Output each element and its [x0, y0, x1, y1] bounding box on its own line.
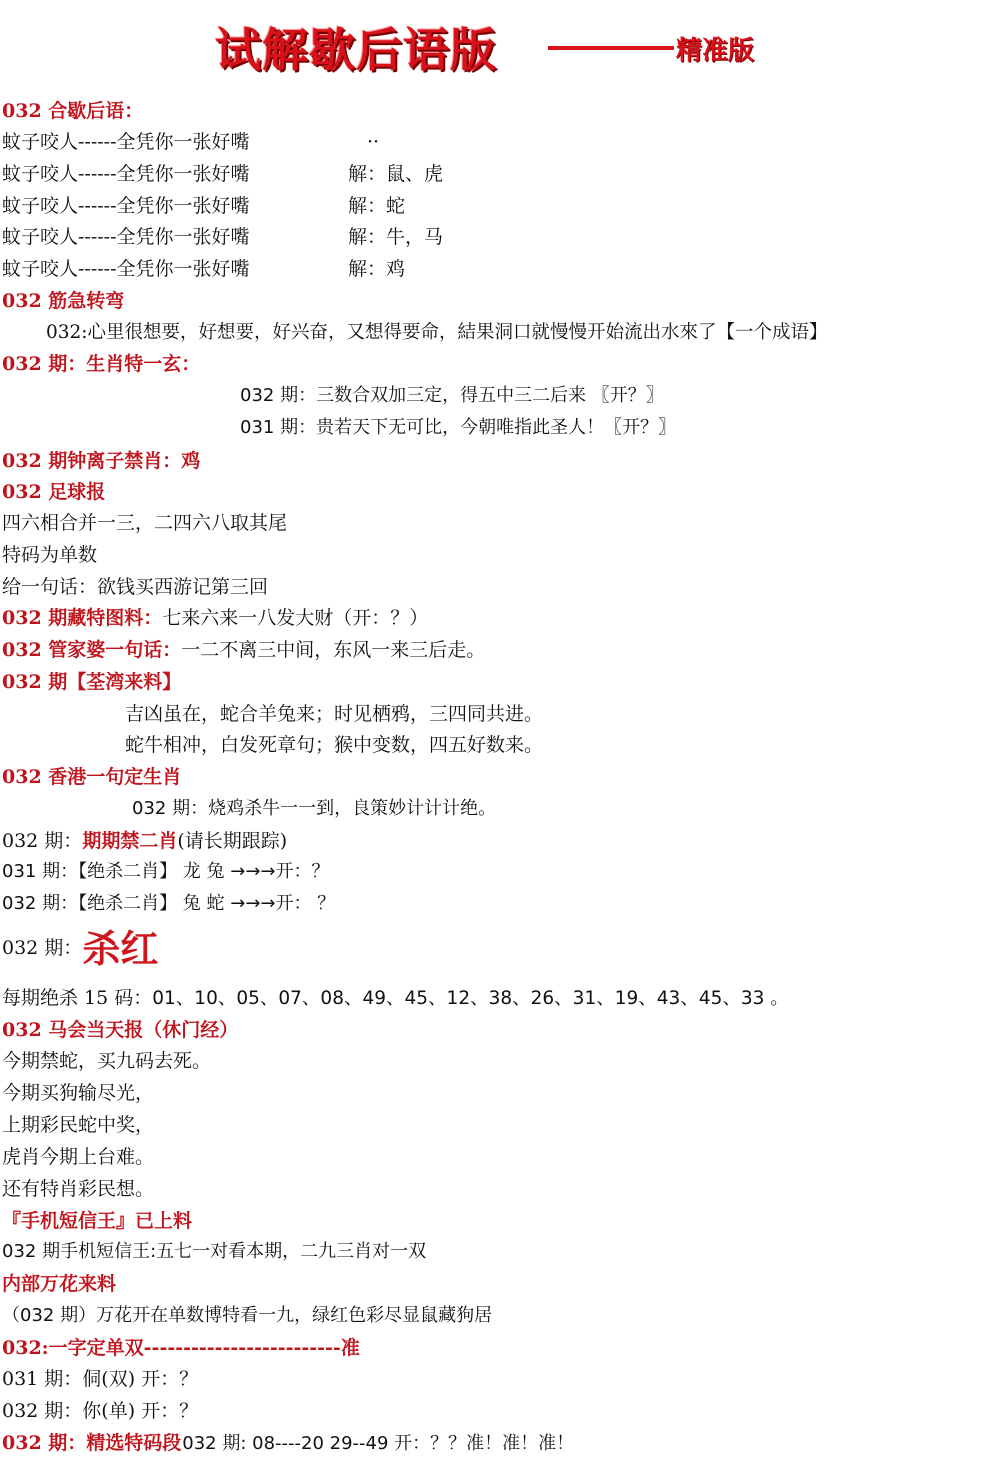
jockey-line: 上期彩民蛇中奖，	[2, 1114, 155, 1136]
banner-title: 试解歇后语版	[215, 23, 497, 77]
banned-two-label: 期期禁二肖	[82, 830, 178, 852]
kill-numbers-line	[2, 986, 789, 1011]
riddle-text: 蚊子咬人------全凭你一张好嘴	[2, 163, 250, 185]
kill-numbers-values: 01、10、05、07、08、49、45、12、38、26、31、19、43、45、33 。	[152, 988, 789, 1009]
riddle-line	[2, 162, 444, 186]
riddle-answer: 解：鼠、虎	[348, 163, 444, 185]
period-label: 032 期：	[2, 830, 83, 852]
hidden-picture-label: 032 期藏特图料：	[2, 607, 163, 629]
housekeeper-label: 032 管家婆一句话：	[2, 639, 182, 661]
riddle-text: 蚊子咬人------全凭你一张好嘴	[2, 258, 250, 280]
jockey-line: 今期禁蛇，买九码去死。	[2, 1050, 212, 1072]
riddle-line	[2, 225, 444, 249]
zodiac-riddle-032: 032 期：三数合双加三定，得五中三二后来 〖开？〗	[240, 385, 664, 406]
jockey-line: 虎肖今期上台难。	[2, 1146, 155, 1168]
heading-wanhua: 内部万花来料	[2, 1273, 117, 1295]
football-line: 四六相合并一三，二四六八取其尾	[2, 512, 288, 534]
heading-brain-teaser: 032 筋急转弯	[2, 290, 125, 312]
riddle-answer: 解：鸡	[348, 258, 406, 280]
heading-football-report: 032 足球报	[2, 481, 106, 503]
kill-two-032: 032 期：【绝杀二肖】 兔 蛇 →→→开： ？	[2, 893, 336, 914]
period-label: 032 期：	[2, 937, 83, 959]
sms-king-text: 032 期手机短信王:五七一对看本期，二九三肖对一双	[2, 1241, 427, 1262]
brain-teaser-text: 032:心里很想要，好想要，好兴奋，又想得要命，結果洞口就慢慢开始流出水來了【一个成语】	[46, 322, 828, 343]
zodiac-riddle-031: 031 期：贵若天下无可比，今朝唯指此圣人！〖开？〗	[240, 417, 677, 438]
heading-xiehouyu: 032 合歇后语：	[2, 100, 144, 122]
heading-jockey-club: 032 马会当天报（休门经）	[2, 1019, 239, 1041]
banned-two-note: (请长期跟踪)	[177, 830, 288, 852]
tsuen-wan-verse: 蛇牛相冲，白发死章句；猴中变数，四五好数来。	[125, 734, 544, 756]
riddle-text: 蚊子咬人------全凭你一张好嘴	[2, 226, 250, 248]
kill-red-title: 杀红	[82, 926, 159, 971]
housekeeper-text: 一二不离三中间，东风一来三后走。	[181, 639, 486, 661]
football-line: 给一句话：欲钱买西游记第三回	[2, 576, 269, 598]
kill-numbers-label: 每期绝杀 15 码：	[2, 987, 153, 1009]
heading-odd-even: 032:一字定单双-------------------------准	[2, 1337, 360, 1359]
riddle-text: 蚊子咬人------全凭你一张好嘴	[2, 131, 250, 153]
odd-even-031: 031 期：侗(双) 开：？	[2, 1368, 199, 1390]
football-line: 特码为单数	[2, 544, 98, 566]
riddle-answer: ··	[367, 131, 380, 153]
riddle-answer: 解：牛，马	[348, 226, 444, 248]
heading-zodiac-riddle: 032 期：生肖特一玄：	[2, 353, 201, 375]
heading-tsuen-wan: 032 期【荃湾来料】	[2, 671, 182, 693]
jockey-line: 今期买狗输尽光，	[2, 1082, 155, 1104]
riddle-text: 蚊子咬人------全凭你一张好嘴	[2, 195, 250, 217]
riddle-line	[2, 130, 380, 154]
odd-even-032: 032 期：你(单) 开：？	[2, 1400, 199, 1422]
riddle-answer: 解：蛇	[348, 195, 406, 217]
housekeeper-line	[2, 638, 485, 662]
special-range-line	[2, 1431, 574, 1456]
kill-red-line	[2, 926, 159, 971]
jockey-line: 还有特肖彩民想。	[2, 1178, 155, 1200]
riddle-line	[2, 194, 406, 218]
hk-zodiac-text: 032 期：烧鸡杀牛一一到，良策妙计计计绝。	[132, 798, 497, 819]
special-range-text: 032 期: 08----20 29--49 开：？？准！准！准！	[182, 1433, 575, 1454]
banner-subtitle: 精准版	[676, 36, 755, 66]
hidden-picture-text: 七来六来一八发大财（开：？）	[162, 607, 429, 629]
hidden-picture-line	[2, 606, 428, 630]
heading-sms-king: 『手机短信王』已上料	[2, 1210, 193, 1232]
heading-banned-zodiac: 032 期钟离子禁肖：鸡	[2, 450, 201, 472]
heading-hk-zodiac: 032 香港一句定生肖	[2, 766, 182, 788]
special-range-label: 032 期：精选特码段	[2, 1432, 182, 1454]
tsuen-wan-verse: 吉凶虽在，蛇合羊兔来；时见栖鸦，三四同共进。	[125, 703, 544, 725]
title-banner	[0, 0, 988, 82]
riddle-line	[2, 257, 406, 281]
banned-two-line	[2, 829, 287, 853]
kill-two-031: 031 期：【绝杀二肖】 龙 兔 →→→开：？	[2, 861, 330, 882]
wanhua-text: （032 期）万花开在单数博特看一九，绿红色彩尽显鼠藏狗居	[2, 1305, 493, 1326]
banner-divider	[548, 46, 674, 50]
